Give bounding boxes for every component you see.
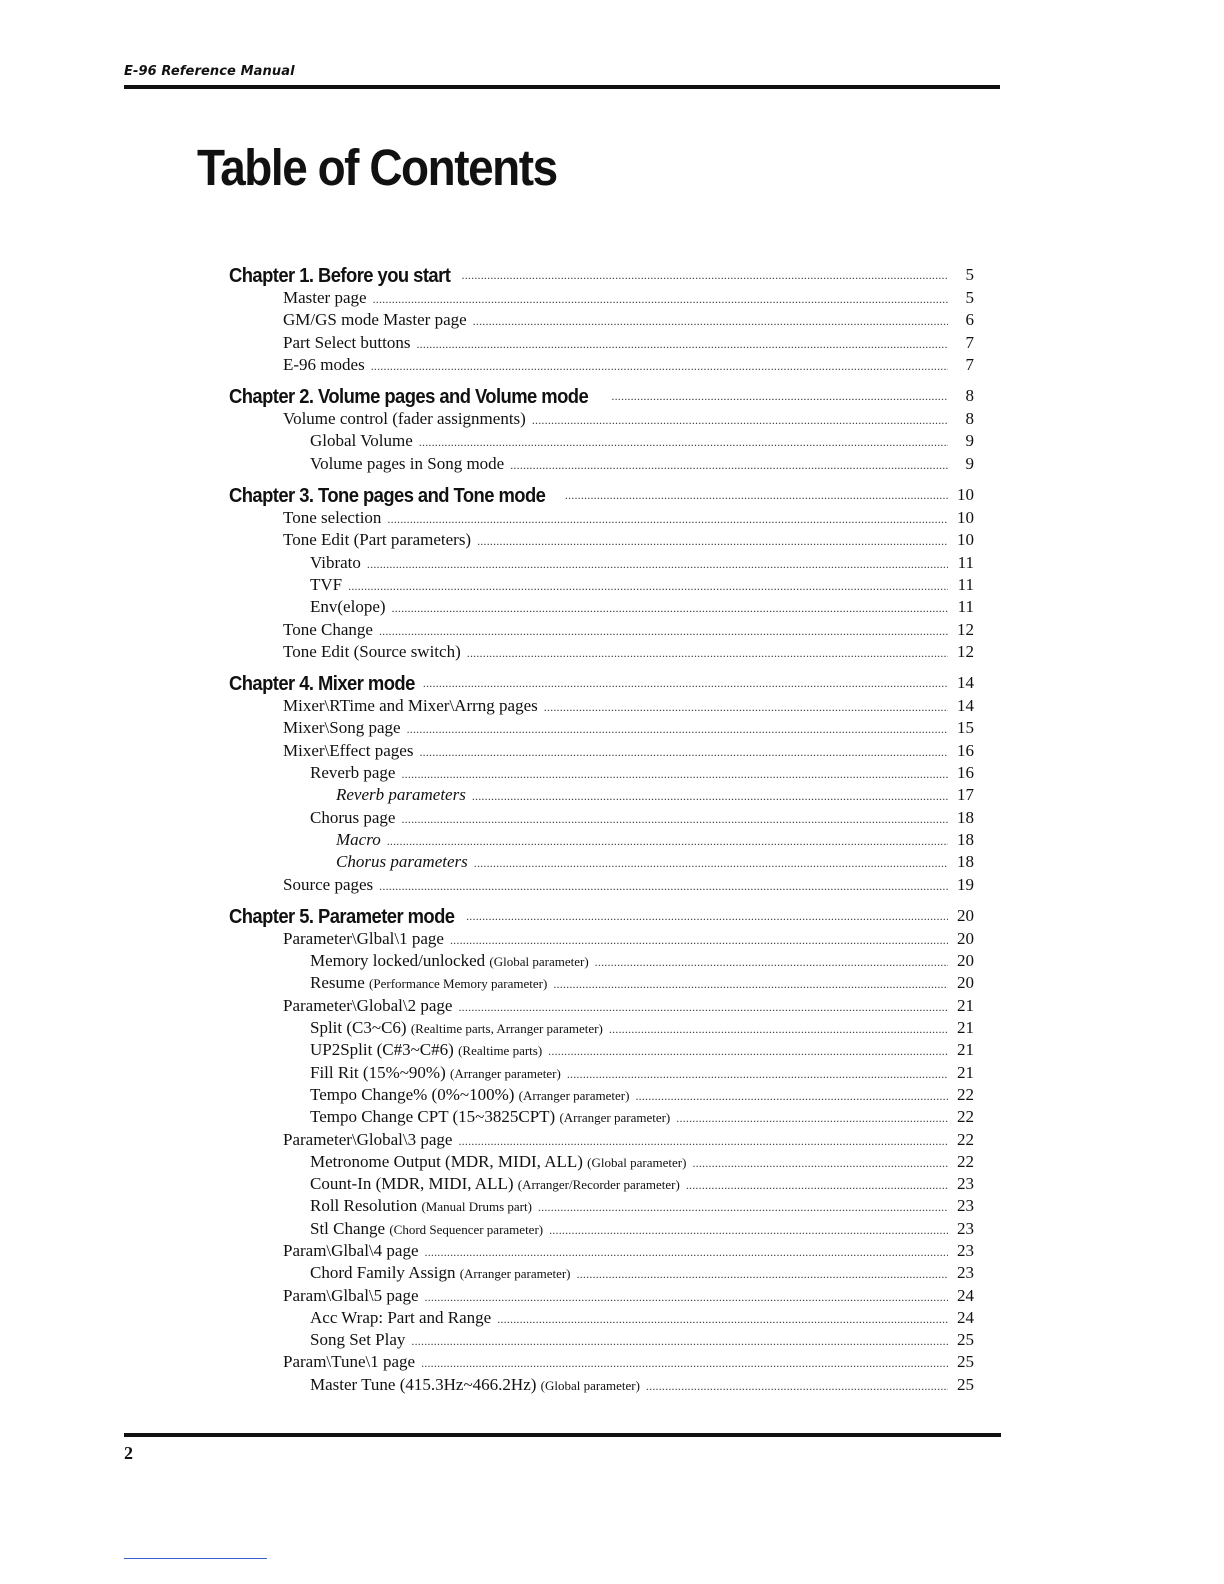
toc-page-number: 12 — [957, 641, 974, 661]
toc-entry[interactable] — [283, 409, 974, 431]
toc-entry-title: Tone selection — [283, 508, 382, 528]
toc-entry-label — [310, 553, 367, 573]
running-head: E-96 Reference Manual — [124, 64, 295, 79]
toc-page-number: 14 — [957, 696, 974, 716]
toc-entry[interactable] — [283, 929, 974, 951]
toc-page-number: 12 — [957, 619, 974, 639]
toc-entry-note: (Realtime parts, Arranger parameter) — [410, 1021, 603, 1037]
toc-entry-label — [283, 1241, 425, 1261]
toc-entry-label — [310, 1219, 549, 1239]
toc-page-number: 21 — [957, 1018, 974, 1038]
dot-leader — [646, 1379, 948, 1394]
toc-chapter-entry[interactable] — [229, 897, 974, 929]
toc-entry-title: Parameter\Global\3 page — [283, 1129, 453, 1149]
toc-entry-note: (Global parameter) — [587, 1154, 687, 1170]
page-title: Table of Contents — [197, 139, 557, 196]
toc-page-number: 7 — [965, 354, 974, 374]
toc-entry-label — [336, 785, 472, 805]
dot-leader — [466, 903, 948, 929]
toc-entry-title: Tone Edit (Source switch) — [283, 641, 461, 661]
dot-leader — [553, 977, 948, 992]
toc-page-number: 21 — [957, 1040, 974, 1060]
dot-leader — [676, 1111, 948, 1126]
toc-entry-title: Stl Change — [310, 1218, 386, 1238]
dot-leader — [548, 1044, 948, 1059]
toc-page-number: 25 — [957, 1374, 974, 1394]
toc-entry-title: Tempo Change% (0%~100%) — [310, 1084, 515, 1104]
toc-entry[interactable] — [310, 597, 974, 619]
dot-leader — [567, 1067, 948, 1082]
toc-page-number: 18 — [957, 807, 974, 827]
toc-entry-label — [310, 1196, 538, 1216]
toc-entry[interactable] — [283, 1241, 974, 1263]
dot-leader — [379, 624, 948, 639]
dot-leader — [419, 435, 948, 450]
toc-entry-title: Reverb parameters — [336, 785, 466, 805]
toc-entry-label — [283, 875, 379, 895]
toc-entry-label — [283, 409, 532, 429]
toc-page-number: 9 — [965, 453, 974, 473]
toc-entry-title: Chapter 5. Parameter mode — [229, 905, 455, 928]
toc-entry-note: (Arranger parameter) — [450, 1065, 561, 1081]
toc-entry[interactable] — [283, 333, 974, 355]
toc-page-number: 6 — [965, 310, 974, 330]
toc-chapter-entry[interactable] — [229, 476, 974, 508]
toc-entry-title: Parameter\Global\2 page — [283, 995, 453, 1015]
toc-chapter-entry[interactable] — [229, 377, 974, 409]
toc-entry-label — [283, 310, 473, 330]
dot-leader — [450, 933, 948, 948]
toc-chapter-entry[interactable] — [229, 256, 974, 288]
toc-entry-title: Global Volume — [310, 431, 413, 451]
dot-leader — [425, 1245, 949, 1260]
toc-entry[interactable] — [283, 642, 974, 664]
dot-leader — [686, 1178, 948, 1193]
toc-entry[interactable] — [283, 310, 974, 332]
toc-entry-label — [310, 431, 419, 451]
toc-entry[interactable] — [310, 1152, 974, 1174]
dot-leader — [367, 557, 948, 572]
toc-entry-title: Tone Edit (Part parameters) — [283, 530, 472, 550]
toc-entry-label — [283, 741, 419, 761]
footer-rule — [124, 1433, 1001, 1437]
toc-entry-label — [310, 1018, 609, 1038]
toc-entry-note: (Arranger/Recorder parameter) — [517, 1177, 680, 1193]
toc-entry-label — [229, 265, 456, 288]
dot-leader — [692, 1156, 948, 1171]
toc-entry-label — [229, 386, 594, 409]
toc-page-number: 25 — [957, 1330, 974, 1350]
toc-entry-note: (Performance Memory parameter) — [369, 976, 548, 992]
toc-entry-title: Part Select buttons — [283, 332, 411, 352]
dot-leader — [635, 1089, 948, 1104]
link-underline — [124, 1558, 267, 1559]
toc-entry-title: Tone Change — [283, 619, 373, 639]
toc-entry-note: (Arranger parameter) — [559, 1110, 671, 1126]
toc-entry[interactable] — [310, 1063, 974, 1085]
toc-entry-title: Mixer\Song page — [283, 718, 401, 738]
toc-page-number: 24 — [957, 1285, 974, 1305]
toc-entry-title: Fill Rit (15%~90%) — [310, 1062, 446, 1082]
toc-entry-title: Master page — [283, 288, 367, 307]
dot-leader — [425, 1290, 949, 1305]
toc-page-number: 19 — [957, 874, 974, 894]
toc-entry-title: Chapter 2. Volume pages and Volume mode — [229, 386, 589, 409]
toc-page-number: 24 — [957, 1307, 974, 1327]
toc-entry-title: Mixer\Effect pages — [283, 740, 414, 760]
toc-entry-label — [310, 575, 348, 595]
toc-entry-note: (Global parameter) — [540, 1377, 640, 1393]
toc-entry[interactable] — [283, 741, 974, 763]
toc-page-number: 11 — [957, 597, 974, 617]
toc-entry[interactable] — [283, 355, 974, 377]
toc-entry-label — [283, 1352, 421, 1372]
dot-leader — [544, 700, 948, 715]
toc-entry[interactable] — [310, 763, 974, 785]
toc-entry-title: Volume control (fader assignments) — [283, 409, 526, 429]
toc-entry-title: Metronome Output (MDR, MIDI, ALL) — [310, 1151, 583, 1171]
toc-entry[interactable] — [283, 696, 974, 718]
toc-entry-title: Memory locked/unlocked — [310, 951, 486, 971]
toc-entry-title: UP2Split (C#3~C#6) — [310, 1040, 454, 1060]
toc-entry[interactable] — [310, 1085, 974, 1107]
toc-page-number: 21 — [957, 995, 974, 1015]
header-rule — [124, 85, 1000, 89]
toc-entry[interactable] — [283, 1286, 974, 1308]
toc-page-number: 11 — [957, 574, 974, 594]
toc-page-number: 22 — [957, 1129, 974, 1149]
toc-entry-note: (Realtime parts) — [458, 1043, 543, 1059]
toc-entry-title: Chorus parameters — [336, 852, 468, 872]
dot-leader — [467, 646, 948, 661]
toc-entry-title: Env(elope) — [310, 597, 386, 617]
toc-entry-title: Resume — [310, 973, 365, 993]
toc-page-number: 10 — [957, 530, 974, 550]
toc-entry[interactable] — [310, 808, 974, 830]
toc-entry[interactable] — [310, 973, 974, 995]
toc-page-number: 23 — [957, 1263, 974, 1283]
toc-entry-title: Split (C3~C6) — [310, 1018, 407, 1038]
toc-entry-note: (Arranger parameter) — [518, 1087, 630, 1103]
toc-entry[interactable] — [310, 1040, 974, 1062]
toc-entry[interactable] — [310, 575, 974, 597]
toc-entry[interactable] — [283, 996, 974, 1018]
toc-page-number: 16 — [957, 763, 974, 783]
toc-entry-title: Count-In (MDR, MIDI, ALL) — [310, 1174, 514, 1194]
dot-leader — [510, 458, 948, 473]
toc-entry-note: (Global parameter) — [489, 954, 589, 970]
toc-entry-label — [229, 673, 420, 696]
toc-page-number: 10 — [957, 508, 974, 528]
toc-page-number: 15 — [957, 718, 974, 738]
toc-entry-title: Macro — [336, 829, 381, 849]
toc-entry-label — [283, 1286, 425, 1306]
toc-entry-title: GM/GS mode Master page — [283, 310, 467, 330]
toc-entry-label — [336, 830, 387, 850]
toc-entry[interactable] — [283, 508, 974, 530]
toc-entry-label — [283, 996, 458, 1016]
toc-entry-title: Param\Glbal\4 page — [283, 1240, 419, 1260]
dot-leader — [474, 856, 948, 871]
toc-page-number: 5 — [965, 265, 974, 284]
toc-entry[interactable] — [310, 431, 974, 453]
toc-entry-label — [229, 485, 551, 508]
toc-entry[interactable] — [310, 454, 974, 476]
toc-entry-label — [310, 1375, 646, 1395]
toc-entry[interactable] — [310, 1263, 974, 1285]
dot-leader — [379, 879, 948, 894]
toc-entry-label — [310, 1308, 497, 1328]
dot-leader — [401, 812, 948, 827]
toc-entry-title: Tempo Change CPT (15~3825CPT) — [310, 1107, 556, 1127]
toc-entry-label — [283, 530, 477, 550]
dot-leader — [421, 1356, 948, 1371]
dot-leader — [371, 359, 948, 374]
toc-entry[interactable] — [336, 852, 974, 874]
toc-entry[interactable] — [310, 1174, 974, 1196]
dot-leader — [549, 1223, 948, 1238]
toc-page-number: 20 — [957, 905, 974, 925]
toc-entry-title: Song Set Play — [310, 1330, 406, 1350]
toc-page-number: 23 — [957, 1174, 974, 1194]
toc-entry[interactable] — [283, 620, 974, 642]
toc-entry-title: Chapter 1. Before you start — [229, 265, 451, 287]
toc-entry-label — [310, 973, 553, 993]
toc-entry-label — [283, 508, 387, 528]
toc-page-number: 11 — [957, 552, 974, 572]
toc-entry[interactable] — [283, 1130, 974, 1152]
dot-leader — [609, 1022, 948, 1037]
toc-entry-title: Vibrato — [310, 552, 361, 572]
toc-entry-label — [310, 1263, 577, 1283]
dot-leader — [419, 745, 948, 760]
toc-page-number: 10 — [957, 485, 974, 505]
toc-page-number: 18 — [957, 852, 974, 872]
dot-leader — [462, 262, 948, 288]
dot-leader — [416, 337, 948, 352]
toc-entry[interactable] — [310, 1018, 974, 1040]
toc-page-number: 25 — [957, 1352, 974, 1372]
toc-entry-title: Volume pages in Song mode — [310, 453, 505, 473]
dot-leader — [458, 1000, 948, 1015]
dot-leader — [392, 601, 948, 616]
toc-entry[interactable] — [310, 1308, 974, 1330]
toc-entry-title: Param\Glbal\5 page — [283, 1285, 419, 1305]
toc-entry[interactable] — [310, 1330, 974, 1352]
toc-page-number: 16 — [957, 740, 974, 760]
toc-page-number: 22 — [957, 1084, 974, 1104]
toc-entry-title: E-96 modes — [283, 354, 365, 374]
toc-page-number: 20 — [957, 951, 974, 971]
toc-entry-label — [283, 642, 467, 662]
toc-entry-title: Mixer\RTime and Mixer\Arrng pages — [283, 696, 538, 716]
dot-leader — [538, 1200, 948, 1215]
toc-entry[interactable] — [283, 530, 974, 552]
dot-leader — [348, 579, 948, 594]
toc-page-number: 23 — [957, 1240, 974, 1260]
dot-leader — [423, 670, 948, 696]
toc-page-number: 23 — [957, 1218, 974, 1238]
toc-entry-label — [283, 333, 416, 353]
dot-leader — [401, 767, 948, 782]
toc-page-number: 9 — [965, 431, 974, 451]
dot-leader — [611, 383, 948, 409]
toc-page-number: 22 — [957, 1107, 974, 1127]
toc-entry-label — [310, 1040, 548, 1060]
toc-page-number: 20 — [957, 928, 974, 948]
toc-entry-label — [310, 763, 401, 783]
toc-entry[interactable] — [336, 830, 974, 852]
toc-entry-label — [283, 929, 450, 949]
dot-leader — [473, 314, 948, 329]
dot-leader — [497, 1312, 948, 1327]
toc-entry-label — [310, 1330, 411, 1350]
toc-entry[interactable] — [310, 553, 974, 575]
toc-entry-label — [336, 852, 474, 872]
toc-entry-label — [283, 288, 373, 308]
toc-entry[interactable] — [336, 785, 974, 807]
toc-chapter-entry[interactable] — [229, 664, 974, 696]
toc-entry-label — [283, 718, 407, 738]
toc-page-number: 21 — [957, 1062, 974, 1082]
toc-entry-title: Reverb page — [310, 763, 396, 783]
toc-page-number: 8 — [965, 386, 974, 406]
toc-entry[interactable] — [310, 1219, 974, 1241]
toc-entry-title: Chapter 3. Tone pages and Tone mode — [229, 485, 546, 508]
toc-entry[interactable] — [283, 718, 974, 740]
toc-entry[interactable] — [310, 1375, 974, 1397]
toc-page-number: 14 — [957, 673, 974, 693]
toc-entry-label — [310, 808, 401, 828]
toc-entry[interactable] — [283, 288, 974, 310]
toc-entry-label — [310, 597, 392, 617]
toc-entry-title: Roll Resolution — [310, 1196, 418, 1216]
toc-entry-title: Param\Tune\1 page — [283, 1352, 416, 1372]
toc-entry-label — [229, 906, 460, 929]
toc-entry[interactable] — [310, 1107, 974, 1129]
toc-entry-label — [310, 454, 510, 474]
toc-page-number: 22 — [957, 1151, 974, 1171]
toc-entry-label — [310, 1152, 692, 1172]
toc-page-number: 23 — [957, 1196, 974, 1216]
dot-leader — [577, 1267, 948, 1282]
dot-leader — [373, 292, 948, 307]
toc-entry[interactable] — [310, 951, 974, 973]
toc-entry-label — [310, 1107, 676, 1127]
toc-entry-title: Chapter 4. Mixer mode — [229, 673, 415, 696]
toc-entry-title: Chord Family Assign — [310, 1263, 456, 1283]
toc-entry-note: (Arranger parameter) — [459, 1266, 571, 1282]
toc-page-number: 20 — [957, 973, 974, 993]
dot-leader — [387, 834, 948, 849]
dot-leader — [387, 512, 948, 527]
toc-entry-title: Parameter\Glbal\1 page — [283, 928, 444, 948]
toc-entry-label — [283, 1130, 458, 1150]
dot-leader — [458, 1134, 948, 1149]
toc-entry-label — [310, 1174, 686, 1194]
toc-entry-title: Acc Wrap: Part and Range — [310, 1307, 492, 1327]
table-of-contents — [229, 256, 974, 1397]
toc-page-number: 18 — [957, 829, 974, 849]
dot-leader — [595, 955, 948, 970]
toc-entry-label — [310, 1063, 567, 1083]
toc-entry[interactable] — [283, 875, 974, 897]
toc-entry-label — [310, 1085, 635, 1105]
toc-page-number: 5 — [965, 288, 974, 307]
toc-entry-label — [283, 355, 371, 375]
toc-entry-title: Chorus page — [310, 807, 396, 827]
dot-leader — [472, 789, 948, 804]
toc-page-number: 8 — [965, 409, 974, 429]
toc-entry-title: Master Tune (415.3Hz~466.2Hz) — [310, 1374, 537, 1394]
toc-page-number: 7 — [965, 332, 974, 352]
toc-entry-label — [310, 951, 595, 971]
toc-entry-label — [283, 696, 544, 716]
dot-leader — [411, 1334, 948, 1349]
toc-page-number: 17 — [957, 785, 974, 805]
toc-entry-label — [283, 620, 379, 640]
toc-entry-title: TVF — [310, 574, 343, 594]
toc-entry-note: (Manual Drums part) — [421, 1199, 532, 1215]
dot-leader — [532, 413, 948, 428]
page-number: 2 — [124, 1443, 133, 1463]
dot-leader — [407, 722, 948, 737]
toc-entry[interactable] — [283, 1352, 974, 1374]
toc-entry[interactable] — [310, 1196, 974, 1218]
toc-entry-title: Source pages — [283, 874, 374, 894]
dot-leader — [477, 534, 948, 549]
dot-leader — [565, 482, 948, 508]
toc-entry-note: (Chord Sequencer parameter) — [389, 1221, 544, 1237]
